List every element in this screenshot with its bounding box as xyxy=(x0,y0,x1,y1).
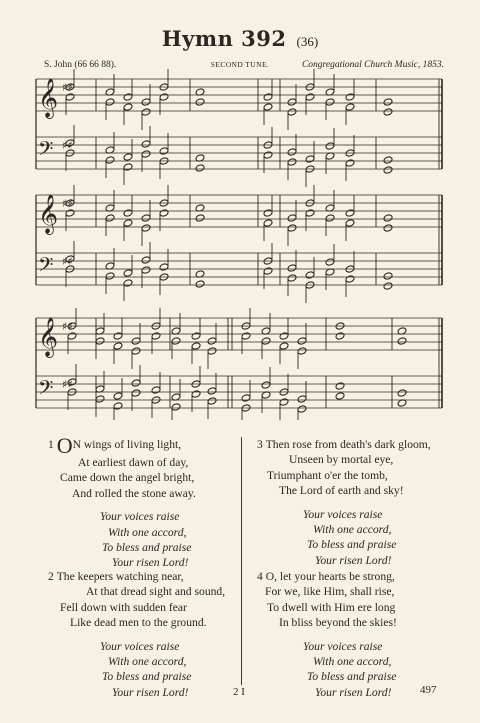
note-head xyxy=(287,98,297,106)
note-head xyxy=(345,103,355,111)
tune-name: S. John (66 66 88). xyxy=(44,60,117,70)
verse-line: Triumphant o'er the tomb, xyxy=(267,468,388,482)
note-head xyxy=(123,219,133,227)
tune-label: SECOND TUNE. xyxy=(210,60,270,69)
note-head xyxy=(383,214,393,222)
treble-clef-icon: 𝄞 xyxy=(38,78,59,118)
note-head xyxy=(141,140,151,148)
note-head xyxy=(195,164,205,172)
bass-clef-icon: 𝄢 xyxy=(38,253,54,281)
note-head xyxy=(141,98,151,106)
treble-clef-icon: 𝄞 xyxy=(38,317,59,357)
note-head xyxy=(263,209,273,217)
chorus-line: To bless and praise xyxy=(307,538,397,552)
key-signature-icon: ♯♯ xyxy=(62,197,73,210)
signature-mark: 2 I xyxy=(233,686,245,698)
note-head xyxy=(241,332,251,340)
note-head xyxy=(261,337,271,345)
note-head xyxy=(141,266,151,274)
note-head xyxy=(287,214,297,222)
note-head xyxy=(191,342,201,350)
treble-clef-icon: 𝄞 xyxy=(38,194,59,234)
note-head xyxy=(325,98,335,106)
chorus-line: To bless and praise xyxy=(102,670,192,684)
note-head xyxy=(279,342,289,350)
chorus-line: Your risen Lord! xyxy=(315,685,392,699)
tune-source: Congregational Church Music, 1853. xyxy=(301,60,444,70)
note-head xyxy=(113,392,123,400)
note-head xyxy=(123,103,133,111)
note-head xyxy=(383,272,393,280)
note-head xyxy=(65,209,75,217)
verse-1 xyxy=(48,433,196,571)
note-head xyxy=(345,209,355,217)
hymn-title-text: Hymn 392 xyxy=(161,26,287,51)
column-divider xyxy=(241,437,242,685)
note-head xyxy=(207,387,217,395)
note-head xyxy=(105,98,115,106)
note-head xyxy=(335,332,345,340)
note-head xyxy=(305,155,315,163)
note-head xyxy=(207,347,217,355)
note-head xyxy=(335,392,345,400)
note-head xyxy=(195,280,205,288)
verse-line: Came down the angel bright, xyxy=(60,471,195,485)
note-head xyxy=(287,108,297,116)
note-head xyxy=(397,389,407,397)
note-head xyxy=(263,267,273,275)
hymn-number: (36) xyxy=(296,34,319,49)
verse-line: And rolled the stone away. xyxy=(72,486,196,500)
chorus-line: With one accord, xyxy=(313,655,392,669)
verse-number: 3 xyxy=(257,438,263,451)
note-head xyxy=(159,209,169,217)
note-head xyxy=(279,332,289,340)
verse-line: Then rose from death's dark gloom, xyxy=(265,438,431,451)
note-head xyxy=(263,219,273,227)
note-head xyxy=(383,282,393,290)
note-head xyxy=(123,279,133,287)
note-head xyxy=(67,332,77,340)
note-head xyxy=(171,403,181,411)
chorus-line: Your risen Lord! xyxy=(112,685,189,699)
chorus-line: To bless and praise xyxy=(102,541,192,555)
note-head xyxy=(191,390,201,398)
note-head xyxy=(383,156,393,164)
note-head xyxy=(159,93,169,101)
note-head xyxy=(105,156,115,164)
key-signature-icon: ♯♯ xyxy=(62,378,73,391)
note-head xyxy=(325,214,335,222)
chorus-line: To bless and praise xyxy=(307,670,397,684)
note-head xyxy=(263,151,273,159)
note-head xyxy=(383,108,393,116)
note-head xyxy=(195,98,205,106)
note-head xyxy=(123,269,133,277)
note-head xyxy=(207,337,217,345)
verse-line: At earliest dawn of day, xyxy=(78,456,189,469)
note-head xyxy=(191,332,201,340)
chorus-line: Your voices raise xyxy=(303,639,383,653)
note-head xyxy=(159,147,169,155)
note-head xyxy=(141,224,151,232)
note-head xyxy=(141,108,151,116)
verse-dropcap: O xyxy=(56,433,73,458)
chorus-line: Your voices raise xyxy=(100,639,180,653)
note-head xyxy=(297,405,307,413)
note-head xyxy=(151,386,161,394)
note-head xyxy=(335,382,345,390)
note-head xyxy=(305,271,315,279)
page-number: 497 xyxy=(420,684,437,696)
note-head xyxy=(345,219,355,227)
note-head xyxy=(141,256,151,264)
note-head xyxy=(325,258,335,266)
note-head xyxy=(345,159,355,167)
note-head xyxy=(241,394,251,402)
note-head xyxy=(207,397,217,405)
verse-4 xyxy=(257,569,397,700)
note-head xyxy=(263,93,273,101)
verse-line: O, let your hearts be strong, xyxy=(265,570,395,583)
verse-number: 4 xyxy=(257,570,263,583)
note-head xyxy=(131,389,141,397)
note-head xyxy=(287,148,297,156)
note-head xyxy=(305,93,315,101)
note-head xyxy=(263,103,273,111)
note-head xyxy=(261,381,271,389)
chorus-line: With one accord, xyxy=(108,655,187,669)
note-head xyxy=(95,337,105,345)
note-head xyxy=(297,337,307,345)
note-head xyxy=(325,142,335,150)
chorus-line: Your voices raise xyxy=(303,507,383,521)
note-head xyxy=(141,214,151,222)
note-head xyxy=(65,93,75,101)
key-signature-icon: ♯♯ xyxy=(62,81,73,94)
chorus-line: Your risen Lord! xyxy=(315,553,392,567)
note-head xyxy=(123,163,133,171)
note-head xyxy=(195,214,205,222)
note-head xyxy=(287,224,297,232)
verse-line: In bliss beyond the skies! xyxy=(279,616,397,630)
note-head xyxy=(95,395,105,403)
note-head xyxy=(287,264,297,272)
bass-clef-icon: 𝄢 xyxy=(38,376,54,404)
note-head xyxy=(383,166,393,174)
verse-line: At that dread sight and sound, xyxy=(86,585,226,599)
note-head xyxy=(123,153,133,161)
key-signature-icon: ♯♯ xyxy=(62,139,73,152)
note-head xyxy=(131,337,141,345)
note-head xyxy=(113,402,123,410)
note-head xyxy=(141,150,151,158)
note-head xyxy=(131,379,141,387)
verse-number: 1 xyxy=(48,438,54,451)
key-signature-icon: ♯♯ xyxy=(62,255,73,268)
note-head xyxy=(131,347,141,355)
note-head xyxy=(287,158,297,166)
note-head xyxy=(171,337,181,345)
note-head xyxy=(345,275,355,283)
note-head xyxy=(397,337,407,345)
chorus-line: With one accord, xyxy=(313,523,392,537)
note-head xyxy=(123,209,133,217)
verse-line: To dwell with Him ere long xyxy=(267,600,396,614)
verse-line: Unseen by mortal eye, xyxy=(289,453,394,467)
verse-2 xyxy=(48,569,225,700)
verse-line: N wings of living light, xyxy=(72,438,182,451)
note-head xyxy=(113,342,123,350)
verse-line: The keepers watching near, xyxy=(56,570,184,583)
chorus-line: Your voices raise xyxy=(100,510,180,524)
note-head xyxy=(123,93,133,101)
note-head xyxy=(105,214,115,222)
note-head xyxy=(345,93,355,101)
note-head xyxy=(105,272,115,280)
verse-line: The Lord of earth and sky! xyxy=(279,484,404,498)
note-head xyxy=(159,263,169,271)
note-head xyxy=(297,395,307,403)
chorus-line: With one accord, xyxy=(108,525,187,539)
note-head xyxy=(151,332,161,340)
verse-line: Like dead men to the ground. xyxy=(70,616,207,630)
note-head xyxy=(279,398,289,406)
verse-3 xyxy=(257,437,431,568)
key-signature-icon: ♯♯ xyxy=(62,320,73,333)
verse-number: 2 xyxy=(48,570,54,583)
note-head xyxy=(297,347,307,355)
note-head xyxy=(113,332,123,340)
note-head xyxy=(287,274,297,282)
verse-line: For we, like Him, shall rise, xyxy=(265,585,395,599)
chorus-line: Your risen Lord! xyxy=(112,556,189,570)
verse-line: Fell down with sudden fear xyxy=(60,600,187,614)
note-head xyxy=(383,224,393,232)
note-head xyxy=(383,98,393,106)
note-head xyxy=(305,209,315,217)
bass-clef-icon: 𝄢 xyxy=(38,137,54,165)
